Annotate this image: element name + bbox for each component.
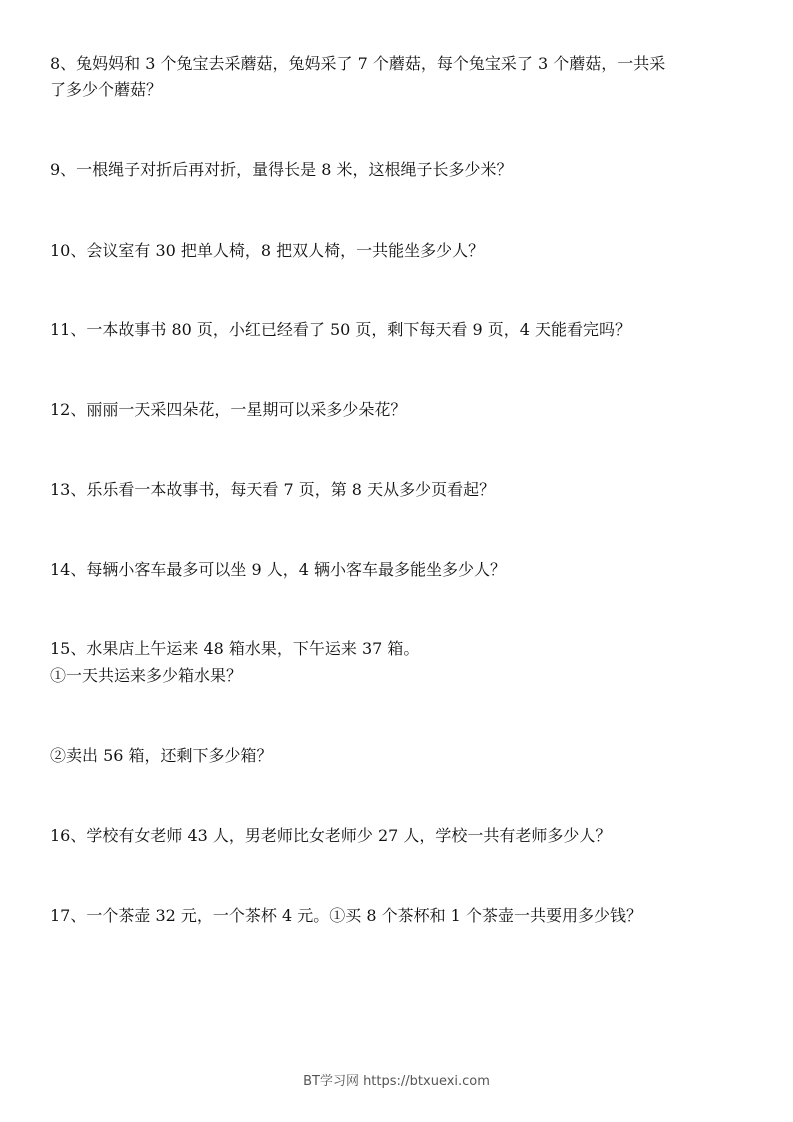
question-8-line-2: 了多少个蘑菇？ (50, 80, 163, 99)
question-15-part-2: ②卖出 56 箱，还剩下多少箱？ (50, 746, 273, 765)
question-15-stem: 15、水果店上午运来 48 箱水果，下午运来 37 箱。 (50, 639, 420, 658)
question-9: 9、一根绳子对折后再对折，量得长是 8 米，这根绳子长多少米？ (50, 160, 513, 179)
footer-watermark: BT学习网 https://btxuexi.com (303, 1074, 490, 1089)
question-16: 16、学校有女老师 43 人，男老师比女老师少 27 人，学校一共有老师多少人？ (50, 826, 612, 845)
question-11: 11、一本故事书 80 页，小红已经看了 50 页，剩下每天看 9 页，4 天能看完吗？ (50, 320, 632, 339)
question-8-line-1: 8、兔妈妈和 3 个兔宝去采蘑菇，兔妈采了 7 个蘑菇，每个兔宝采了 3 个蘑菇，一共采 (50, 54, 666, 73)
question-12: 12、丽丽一天采四朵花，一星期可以采多少朵花？ (50, 400, 407, 419)
question-10: 10、会议室有 30 把单人椅，8 把双人椅，一共能坐多少人？ (50, 241, 485, 260)
question-14: 14、每辆小客车最多可以坐 9 人，4 辆小客车最多能坐多少人？ (50, 560, 506, 579)
question-15-part-1: ①一天共运来多少箱水果？ (50, 666, 243, 685)
question-17: 17、一个茶壶 32 元，一个茶杯 4 元。①买 8 个茶杯和 1 个茶壶一共要用多少钱？ (50, 906, 642, 925)
question-13: 13、乐乐看一本故事书，每天看 7 页，第 8 天从多少页看起？ (50, 480, 496, 499)
